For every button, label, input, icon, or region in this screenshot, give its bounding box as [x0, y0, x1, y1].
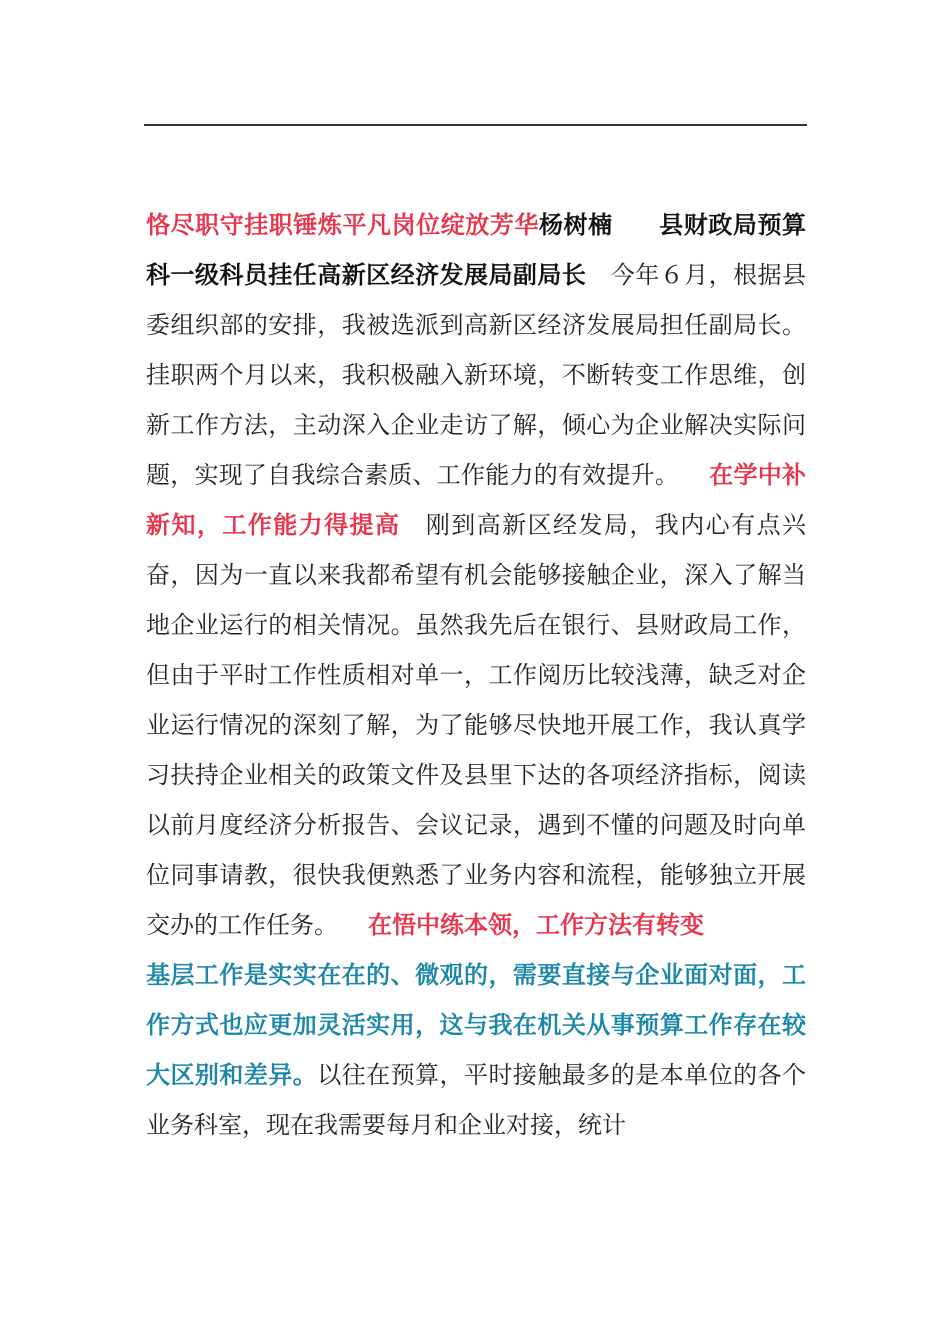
article-title: 恪尽职守挂职锤炼平凡岗位绽放芳华 — [146, 210, 539, 239]
section1-body: 刚到高新区经发局，我内心有点兴奋，因为一直以来我都希望有机会能够接触企业，深入了解当地企业运行的相关情况。虽然我先后在银行、县财政局工作，但由于平时工作性质相对单一，工作阅历比较浅薄，缺乏对企业运行情况的深刻了解，为了能够尽快地开展工作，我认真学习扶持企业相关的政策文件及县里下达的各项经济指标，阅读以前月度经济分析报告、会议记录，遇到不懂的问题及时向单位同事请教，很快我便熟悉了业务内容和流程，能够独立开展交办的工作任务。 — [146, 511, 807, 939]
intro-paragraph: 今年６月，根据县委组织部的安排，我被选派到高新区经济发展局担任副局长。挂职两个月以来，我积极融入新环境，不断转变工作思维，创新工作方法，主动深入企业走访了解，倾心为企业解决实际问题，实现了自我综合素质、工作能力的有效提升。 — [146, 261, 807, 489]
section2-body: 以往在预算，平时接触最多的是本单位的各个业务科室，现在我需要每月和企业对接，统计 — [146, 1061, 807, 1139]
section1-heading: 在学中补新知，工作能力得提高 — [146, 460, 807, 539]
author-position-line2: 预算科一级科员挂任高新区经济发展局副局长 — [146, 210, 807, 289]
author-position-line1: 县财政局 — [658, 210, 758, 239]
header-rule — [144, 124, 807, 126]
section2-emphasis: 基层工作是实实在在的、微观的，需要直接与企业面对面，工作方式也应更加灵活实用，这与我在机关从事预算工作存在较大区别和差异。 — [146, 960, 806, 1089]
article-body — [146, 200, 806, 1150]
article-author: 杨树楠 — [538, 210, 613, 239]
section2-heading: 在悟中练本领，工作方法有转变 — [368, 910, 704, 939]
